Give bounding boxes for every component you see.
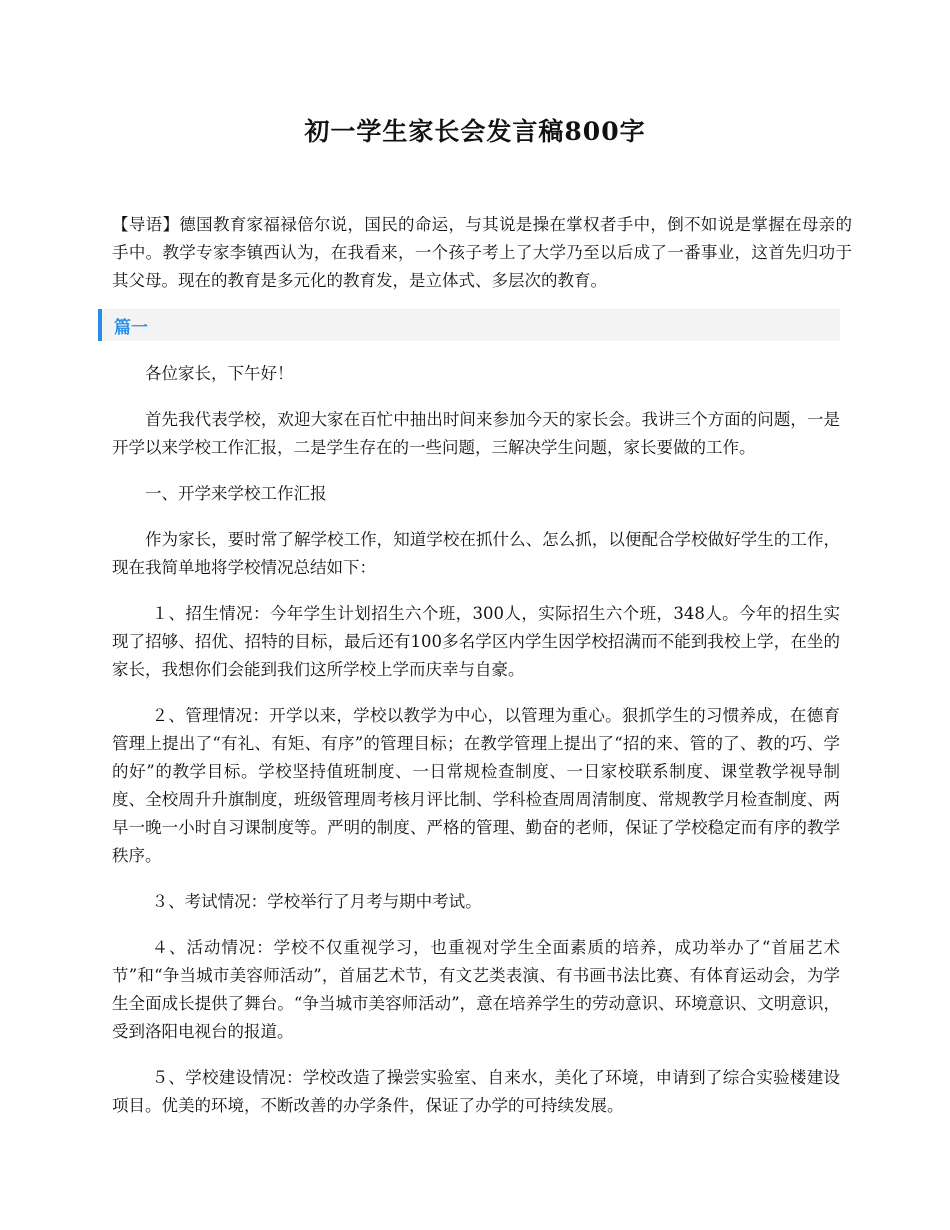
opening-paragraph: 首先我代表学校，欢迎大家在百忙中抽出时间来参加今天的家长会。我讲三个方面的问题，一是开学以来学校工作汇报，二是学生存在的一些问题，三解决学生问题，家长要做的工作。: [112, 410, 840, 457]
greeting-paragraph: 各位家长，下午好！: [145, 364, 294, 383]
list-item-management: ２、管理情况：开学以来，学校以教学为中心，以管理为重心。狠抓学生的习惯养成，在德育管理上提出了“有礼、有矩、有序”的管理目标；在教学管理上提出了“招的来、管的了、教的巧、学的好”的教学目标。学校坚持值班制度、一日常规检查制度、一日家校联系制度、课堂教学视导制度、全校周升升旗制度，班级管理周考核月评比制、学科检查周周清制度、常规教学月检查制度、两早一晚一小时自习课制度等。严明的制度、严格的管理、勤奋的老师，保证了学校稳定而有序的教学秩序。: [112, 706, 840, 865]
list-item-activities: ４、活动情况：学校不仅重视学习，也重视对学生全面素质的培养，成功举办了“首届艺术节”和“争当城市美容师活动”，首届艺术节，有文艺类表演、有书画书法比赛、有体育运动会，为学生全面成长提供了舞台。“争当城市美容师活动”，意在培养学生的劳动意识、环境意识、文明意识，受到洛阳电视台的报道。: [112, 938, 840, 1041]
document-body: [112, 360, 840, 1138]
intro-paragraph: 【导语】德国教育家福禄倍尔说，国民的命运，与其说是操在掌权者手中，倒不如说是掌握在母亲的手中。教学专家李镇西认为，在我看来，一个孩子考上了大学乃至以后成了一番事业，这首先归功于其父母。现在的教育是多元化的教育发，是立体式、多层次的教育。: [112, 215, 852, 290]
section-header: [98, 309, 840, 341]
list-item-exams: ３、考试情况：学校举行了月考与期中考试。: [151, 892, 482, 911]
document-title: 初一学生家长会发言稿800字: [304, 117, 646, 146]
subheading-paragraph: 一、开学来学校工作汇报: [145, 484, 327, 503]
body-paragraph: 作为家长，要时常了解学校工作，知道学校在抓什么、怎么抓，以便配合学校做好学生的工作，现在我简单地将学校情况总结如下：: [112, 530, 840, 577]
list-item-enrollment: １、招生情况：今年学生计划招生六个班，300人，实际招生六个班，348人。今年的招生实现了招够、招优、招特的目标，最后还有100多名学区内学生因学校招满而不能到我校上学，在坐的家长，我想你们会能到我们这所学校上学而庆幸与自豪。: [112, 604, 840, 679]
list-item-construction: ５、学校建设情况：学校改造了操尝实验室、自来水，美化了环境，申请到了综合实验楼建设项目。优美的环境，不断改善的办学条件，保证了办学的可持续发展。: [112, 1068, 840, 1115]
section-label: 篇一: [114, 318, 148, 338]
